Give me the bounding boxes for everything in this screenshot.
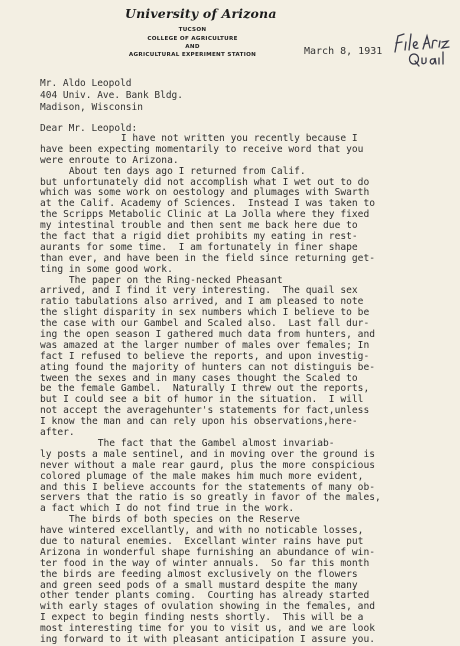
body-line: About ten days ago I returned from Calif. [40,165,306,177]
body-line: The fact that the Gambel almost invariab- [40,437,335,449]
body-line: The birds of both species on the Reserve [40,514,300,526]
body-line: than ever, and have been in the field since returning get- [40,252,376,264]
body-line: ter food in the way of winter annuals. So far this month [40,557,370,569]
body-line: have been expecting momentarily to receive word that you [40,143,364,155]
body-line: the fact that a rigid diet prohibits my eating in rest- [40,231,358,243]
body-line: Arizona in wonderful shape furnishing an abundance of win- [40,546,376,558]
body-line: after. [40,427,75,439]
letter-body [40,134,460,646]
body-line: ing the open season I gathered much data from hunters, and [40,329,376,341]
recipient-city: Madison, Wisconsin [40,102,143,113]
body-line: but I could see a bit of humor in the situation. I will [40,394,364,406]
letterhead-university: University of Arizona [125,6,277,21]
body-line: ating found the majority of hunters can not distinguis be- [40,361,376,373]
body-line: my intestinal trouble and then sent me back here due to [40,220,358,232]
letterhead-and: AND [185,44,200,50]
body-line: not accept the averagehunter's statements for fact,unless [40,405,370,417]
body-line: be the female Gambel. Naturally I threw out the reports, [40,383,370,395]
body-line: never without a male rear gaurd, plus the more conspicious [40,459,376,471]
salutation: Dear Mr. Leopold: [40,123,138,134]
body-line: at the Calif. Academy of Sciences. Instead I was taken to [40,198,376,210]
recipient-street: 404 Univ. Ave. Bank Bldg. [40,90,183,101]
body-line: were enroute to Arizona. [40,154,179,166]
body-line: ing forward to it with pleasant anticipation I assure you. [40,633,376,645]
body-line: I have not written you recently because I [40,133,358,144]
body-line: aurants for some time. I am fortunately in finer shape [40,241,358,253]
letterhead-city: TUCSON [178,27,207,33]
body-line: which was some work on oestology and plumages with Swarth [40,187,370,199]
body-line: but unfortunately did not accomplish what I wet out to do [40,176,370,188]
body-line: and green seed pods of a small mustard despite the many [40,579,358,591]
body-line: I expect to begin finding nests shortly. This will be a [40,612,364,624]
body-line: the case with our Gambel and Scaled also. Last fall dur- [40,318,370,330]
body-line: and this I believe accounts for the statements of many ob- [40,481,376,493]
body-line: servers that the ratio is so greatly in favor of the males, [40,492,381,504]
handwritten-note [392,30,458,68]
body-line: ting in some good work. [40,263,173,275]
body-line: most interesting time for you to visit us, and we are look [40,623,376,635]
body-line: fact I refused to believe the reports, and upon investig- [40,350,370,362]
body-line: have wintered excellantly, and with no noticable losses, [40,525,364,537]
recipient-address [40,78,183,114]
recipient-name: Mr. Aldo Leopold [40,78,132,89]
body-line: arrived, and I find it very interesting. The quail sex [40,285,358,297]
body-line: colored plumage of the male makes him much more evident, [40,470,364,482]
body-line: the birds are feeding almost exclusively on the flowers [40,568,358,580]
body-line: was amazed at the larger number of males over females; In [40,339,370,351]
body-line: other tender plants coming. Courting has already started [40,590,370,602]
body-line: a fact which I do not find true in the work. [40,503,295,515]
body-line: due to natural enemies. Excellant winter rains have put [40,535,364,547]
letterhead-college: COLLEGE OF AGRICULTURE [147,36,238,42]
letter-date: March 8, 1931 [304,46,383,57]
body-line: I know the man and can rely upon his observations,here- [40,416,358,428]
body-line: the Scripps Metabolic Clinic at La Jolla where they fixed [40,209,370,221]
letterhead-station: AGRICULTURAL EXPERIMENT STATION [128,52,257,58]
body-line: with early stages of ovulation showing in the females, and [40,601,376,613]
body-line: ratio tabulations also arrived, and I am pleased to note [40,296,364,308]
body-line: The paper on the Ring-necked Pheasant [40,274,283,286]
body-line: tween the sexes and in many cases thought the Scaled to [40,372,358,384]
body-line: the slight disparity in sex numbers which I believe to be [40,307,370,319]
body-line: ly posts a male sentinel, and in moving over the ground is [40,448,376,460]
